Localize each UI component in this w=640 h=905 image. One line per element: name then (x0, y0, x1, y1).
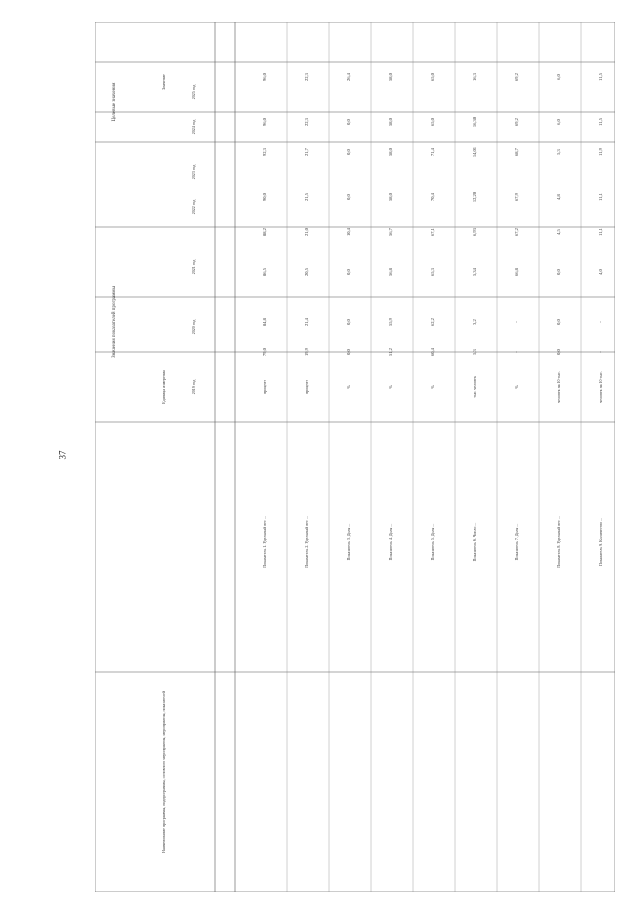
row-unit: человек на 10 тыс. (598, 371, 603, 403)
table-cells (112, 72, 604, 853)
row-value: 21,4 (304, 318, 309, 326)
row-unit: % (388, 385, 393, 389)
row-value: 0,0 (346, 319, 351, 325)
row-value: 96,0 (262, 118, 267, 126)
row-value: 71,4 (430, 148, 435, 156)
row-value: 4,5 (556, 229, 561, 235)
year-header: 2020 год (191, 319, 196, 335)
row-value: 6,93 (472, 228, 477, 236)
row-value: 0,0 (346, 269, 351, 275)
row-value: 65,0 (430, 73, 435, 81)
row-unit: % (430, 385, 435, 389)
row-value: 79,0 (262, 348, 267, 356)
row-value: 0,0 (346, 349, 351, 355)
row-name: Показатель 1. Удельный вес ... (262, 516, 267, 568)
row-value: 26,4 (346, 73, 351, 81)
row-value: 69,2 (514, 73, 519, 81)
row-value: 16,3 (472, 73, 477, 81)
year-header: 2023 год (191, 164, 196, 180)
row-value: 11,1 (598, 228, 603, 236)
row-value: 21,0 (304, 228, 309, 236)
row-value: - (598, 351, 603, 353)
row-value: 58,0 (388, 73, 393, 81)
row-value: 22,3 (304, 73, 309, 81)
row-value: 0,0 (556, 269, 561, 275)
row-value: 67,2 (514, 228, 519, 236)
row-value: 5,34 (472, 268, 477, 276)
row-value: 58,0 (388, 193, 393, 201)
row-value: 62,2 (430, 318, 435, 326)
row-value: 6,0 (556, 74, 561, 80)
row-value: - (514, 351, 519, 353)
row-value: 11,9 (598, 148, 603, 156)
row-value: 56,7 (388, 228, 393, 236)
row-value: 96,0 (262, 73, 267, 81)
row-value: 56,8 (388, 268, 393, 276)
row-value: 5,3 (556, 149, 561, 155)
row-value: 88,2 (262, 228, 267, 236)
row-value: 0,0 (556, 319, 561, 325)
row-value: 90,0 (262, 193, 267, 201)
row-value: 0,0 (346, 194, 351, 200)
row-unit: тыс. человек (472, 376, 477, 398)
header-target-group: Целевые значения (112, 82, 117, 122)
row-value: 92,3 (262, 148, 267, 156)
row-unit: процент (262, 380, 267, 394)
row-value: 51,2 (388, 348, 393, 356)
header-unit-column: Единица измерения (161, 370, 166, 404)
row-value: 66,8 (514, 268, 519, 276)
table-grid (95, 22, 615, 892)
row-value: 4,8 (556, 194, 561, 200)
row-value: 16,30 (472, 116, 477, 128)
row-value: 14,01 (472, 146, 477, 158)
row-value: 0,0 (556, 349, 561, 355)
year-header: 2024 год (191, 119, 196, 135)
rotated-table-sheet (95, 22, 615, 892)
row-value: 55,9 (388, 318, 393, 326)
row-value: 0,0 (346, 119, 351, 125)
row-value: 84,8 (262, 318, 267, 326)
year-header: 2019 год (191, 379, 196, 395)
year-header: 2025 год (191, 84, 196, 100)
row-unit: % (346, 385, 351, 389)
row-value: 11,5 (598, 73, 603, 81)
row-value: 68,7 (514, 148, 519, 156)
header-final-column: Значение (161, 74, 166, 90)
row-value: 67,9 (514, 193, 519, 201)
row-value: 6,0 (556, 119, 561, 125)
year-header: 2021 год (191, 259, 196, 275)
row-value: 4,0 (598, 269, 603, 275)
year-header: 2022 год (191, 199, 196, 215)
page-number: 37 (57, 450, 68, 460)
row-value: 21,7 (304, 148, 309, 156)
row-unit: человек на 10 тыс. (556, 371, 561, 403)
row-value: 67,1 (430, 228, 435, 236)
row-value: 12,20 (472, 191, 477, 203)
row-value: 20,5 (304, 268, 309, 276)
row-value: 0,0 (346, 149, 351, 155)
row-name: Показатель 8. Удельный вес ... (556, 516, 561, 568)
row-name: Показатель 6. Число ... (472, 522, 477, 562)
row-value: 58,0 (388, 148, 393, 156)
row-value: 11,5 (598, 118, 603, 126)
row-name: Показатель 7. Доля ... (514, 523, 519, 561)
row-value: 5,3 (472, 349, 477, 355)
row-value: - (514, 321, 519, 323)
row-name: Показатель 9. Количество ... (598, 518, 603, 566)
header-indicators-group: Значения показателей программы (112, 286, 117, 358)
row-unit: % (514, 385, 519, 389)
row-value: 65,0 (430, 118, 435, 126)
row-value: 65,3 (430, 268, 435, 276)
row-value: 60,4 (430, 348, 435, 356)
row-value: 11,1 (598, 193, 603, 201)
row-value: 22,3 (304, 118, 309, 126)
row-value: 70,4 (430, 193, 435, 201)
row-value: 69,2 (514, 118, 519, 126)
row-name: Показатель 2. Удельный вес ... (304, 516, 309, 568)
row-name: Показатель 3. Доля ... (346, 523, 351, 561)
row-value: 3,2 (472, 319, 477, 325)
row-unit: процент (304, 380, 309, 394)
row-value: 86,5 (262, 268, 267, 276)
row-value: - (598, 321, 603, 323)
row-value: 19,9 (304, 348, 309, 356)
row-value: 21,5 (304, 193, 309, 201)
row-name: Показатель 4. Доля ... (388, 523, 393, 561)
row-value: 58,0 (388, 118, 393, 126)
header-name-column: Наименование программы, подпрограммы, основного мероприятия, мероприятия, показателей (161, 691, 166, 853)
row-name: Показатель 5. Доля ... (430, 523, 435, 561)
row-value: 10,4 (346, 228, 351, 236)
